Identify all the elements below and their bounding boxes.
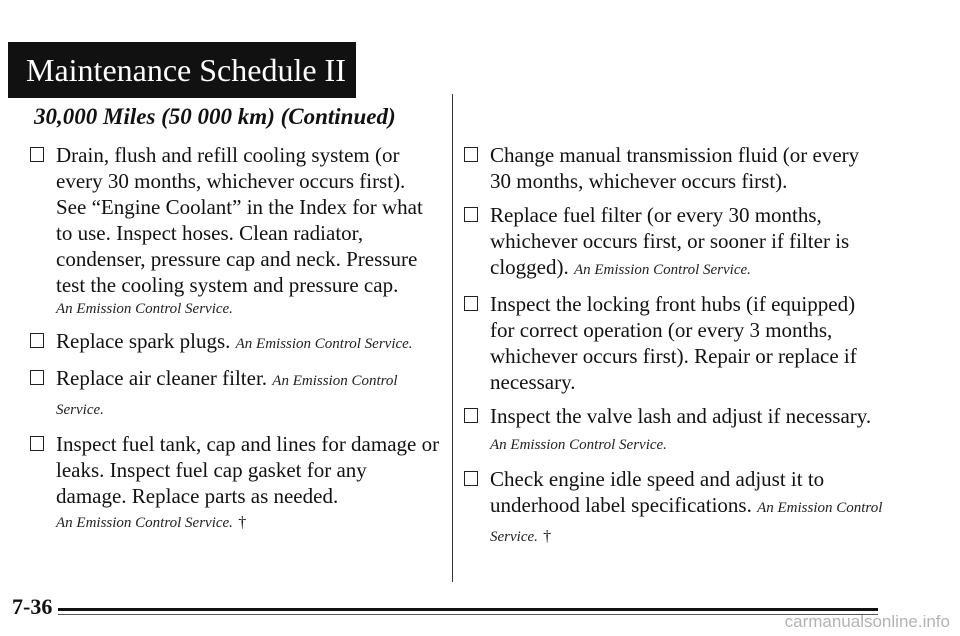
checkbox-icon[interactable]: [30, 333, 44, 348]
page-number: 7-36: [12, 594, 53, 619]
checkbox-icon[interactable]: [30, 436, 44, 451]
checklist-item: [30, 431, 440, 534]
checkbox-icon[interactable]: [464, 207, 478, 222]
checklist-item: [30, 365, 440, 423]
checklist-item: [464, 291, 884, 395]
item-text: Replace spark plugs.: [56, 329, 231, 353]
section-heading: 30,000 Miles (50 000 km) (Continued): [34, 104, 396, 129]
item-text: Replace air cleaner filter.: [56, 366, 268, 390]
item-text: Drain, flush and refill cooling system (or every 30 months, whichever occurs first). See “Engine Coolant” in the Index for what to use. Inspect hoses. Clean radiator, condenser, pressure cap and neck. Pressure test the cooling system and pressure cap.: [56, 143, 423, 297]
dagger-icon: †: [238, 514, 247, 531]
item-text: Check engine idle speed and adjust it to underhood label specifications.: [490, 467, 825, 517]
checkbox-icon[interactable]: [464, 471, 478, 486]
checkbox-icon[interactable]: [30, 370, 44, 385]
checklist-item: [464, 202, 884, 283]
emission-note: An Emission Control Service.: [573, 262, 751, 278]
item-text: Inspect the locking front hubs (if equipped) for correct operation (or every 3 months, whichever occurs first). Repair or replace if necessary.: [490, 292, 857, 394]
checkbox-icon[interactable]: [464, 408, 478, 423]
checkbox-icon[interactable]: [30, 147, 44, 162]
emission-note: An Emission Control Service.: [56, 373, 398, 418]
checklist-item: [464, 403, 884, 458]
checkbox-icon[interactable]: [464, 147, 478, 162]
emission-note: An Emission Control Service.: [235, 336, 413, 352]
item-text: Replace fuel filter (or every 30 months, whichever occurs first, or sooner if filter is clogged).: [490, 203, 850, 279]
column-divider: [452, 94, 453, 582]
footer-rule-thin: [58, 614, 878, 615]
emission-note: An Emission Control Service.: [490, 437, 667, 453]
watermark-bottom: carmanualsonline.info: [784, 612, 950, 631]
emission-note: An Emission Control Service.: [56, 301, 233, 317]
checklist-item: [464, 466, 884, 550]
emission-note: An Emission Control Service.: [56, 515, 233, 531]
item-text: Inspect fuel tank, cap and lines for damage or leaks. Inspect fuel cap gasket for any damage. Replace parts as needed.: [56, 432, 440, 508]
page-header: Maintenance Schedule II: [8, 42, 356, 98]
left-column: [30, 142, 440, 542]
checkbox-icon[interactable]: [464, 296, 478, 311]
right-column: [464, 142, 884, 558]
emission-note: An Emission Control Service.: [490, 500, 883, 545]
checklist-item: [30, 328, 440, 357]
item-text: Inspect the valve lash and adjust if necessary.: [490, 404, 872, 428]
dagger-icon: †: [543, 528, 552, 545]
item-text: Change manual transmission fluid (or every 30 months, whichever occurs first).: [490, 143, 860, 193]
checklist-item: [30, 142, 440, 320]
checklist-item: [464, 142, 884, 194]
footer-rule: [58, 608, 878, 611]
